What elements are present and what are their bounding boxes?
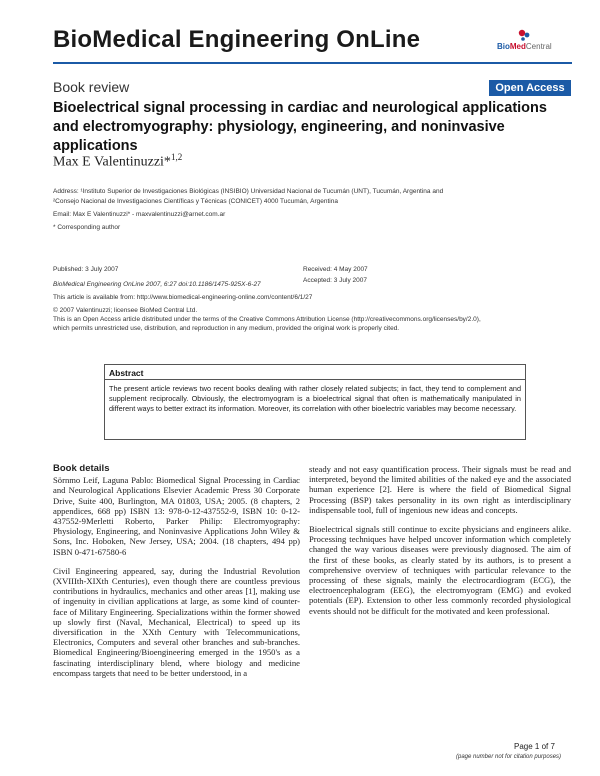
copyright-line: © 2007 Valentinuzzi; licensee BioMed Central Ltd.	[53, 307, 198, 314]
book-details-heading: Book details	[53, 463, 110, 474]
right-column	[309, 464, 571, 625]
author-name: Max E Valentinuzzi*	[53, 154, 171, 170]
author-line	[53, 152, 182, 171]
logo-mark-icon	[517, 28, 531, 42]
article-title: Bioelectrical signal processing in cardiac and neurological applications and electromyography: physiology, engineering, and noninvasive applications	[53, 100, 547, 154]
author-email[interactable]: Email: Max E Valentinuzzi* - maxvalentinuzzi@arnet.com.ar	[53, 211, 226, 218]
published-date: Published: 3 July 2007	[53, 266, 119, 273]
journal-title: BioMedical Engineering OnLine	[53, 26, 421, 53]
book-details-text: Sörnmo Leif, Laguna Pablo: Biomedical Signal Processing in Cardiac and Neurological Applications Elsevier Academic Press 30 Corporate Drive, Suite 400, Burlington, MA 01803, USA; 2005. (8 chapters, 2 appendices, 668 pp) ISBN 13: 978-0-12-437552-9, ISBN 10: 0-12-437552-9Merletti Roberto, Parker Philip: Electromyography: Physiology, Engineering, and Noninvasive Applications John Wiley & Sons, Inc. Hoboken, New Jersey, USA; 2004. (18 chapters, 494 pp) ISBN 0-471-67580-6	[53, 475, 300, 557]
page-number-note: (page number not for citation purposes)	[456, 754, 562, 760]
header-divider	[53, 62, 572, 64]
body-paragraph-3: Bioelectrical signals still continue to excite physicians and engineers alike. Processing techniques have helped uncover information which completely changed the way various diseases were previously diagnosed. The aim of the first of these books, as clearly stated by its authors, is to present a comprehensive overview of techniques with particular relevance to the processing of these signals, mainly the electrocardiogram (ECG), the electroencephalogram (EEG), the electromyogram (EMG) and evoked potentials (EP). Extension to other less commonly recorded physiological events should not be difficult for the motivated and keen professional.	[309, 524, 571, 616]
body-paragraph-1: Civil Engineering appeared, say, during the Industrial Revolution (XVIIIth-XIXth Centuries), even though there are countless previous contributions in hydraulics, mechanics and other areas [1], making use of ingenuity in civilian applications at large, as some kind of counter-face of Military Engineering. Specializations within the former showed up slowly first (Naval, Mechanical, Electrical) to speed up its diversification in the XXth Century with Telecommunications, Electronics, Computers and several other branches and sub-branches. Biomedical Engineering/Bioengineering emerged in the 1950's as a fascinating interdisciplinary blend, where biology and medicine encompass targets that need to be better understood, in a	[53, 565, 300, 678]
open-access-badge: Open Access	[489, 80, 571, 96]
abstract-box	[104, 364, 526, 440]
citation-line: BioMedical Engineering OnLine 2007, 6:27 doi:10.1186/1475-925X-6-27	[53, 281, 261, 288]
abstract-divider	[105, 379, 525, 380]
abstract-heading: Abstract	[109, 368, 144, 378]
biomed-central-logo[interactable]	[497, 28, 567, 54]
received-date: Received: 4 May 2007	[303, 266, 368, 273]
body-paragraph-2: steady and not easy quantification process. Their signals must be read and interpreted, beyond the limited abilities of the naked eye and the associated human experience [2]. Here is where the field of Biomedical Signal Processing (BSP) takes personality in its own right as interdisciplinary indispensable tool, full of ingenious new ideas and concepts.	[309, 464, 571, 515]
logo-wordmark: BioMedCentral	[497, 42, 552, 51]
left-column	[53, 464, 300, 687]
page-number: Page 1 of 7	[514, 742, 555, 751]
accepted-date: Accepted: 3 July 2007	[303, 277, 367, 284]
address-line-1: Address: ¹Instituto Superior de Investigaciones Biológicas (INSIBIO) Universidad Nacional de Tucumán (UNT), Tucumán, Argentina and	[53, 188, 444, 195]
article-type: Book review	[53, 79, 130, 95]
corresponding-author-note: * Corresponding author	[53, 224, 121, 231]
article-url[interactable]: This article is available from: http://www.biomedical-engineering-online.com/content/6/1/27	[53, 294, 313, 301]
license-line-1[interactable]: This is an Open Access article distributed under the terms of the Creative Commons Attribution License (http://creativecommons.org/licenses/by/2.0),	[53, 316, 481, 323]
license-line-2: which permits unrestricted use, distribution, and reproduction in any medium, provided the original work is properly cited.	[53, 325, 400, 332]
address-line-2: ²Consejo Nacional de Investigaciones Científicas y Técnicas (CONICET) 4000 Tucumán, Argentina	[53, 198, 338, 205]
abstract-text: The present article reviews two recent books dealing with rather closely related subjects; in fact, they tend to complement and supplement reciprocally. Obviously, the electromyogram is a bioelectrical signal that often is mathematically manipulated in different ways to better extract its information. Moreover, its correlation with other bioelectric variables may become necessary.	[109, 384, 521, 413]
author-affiliation-markers: 1,2	[170, 152, 183, 162]
